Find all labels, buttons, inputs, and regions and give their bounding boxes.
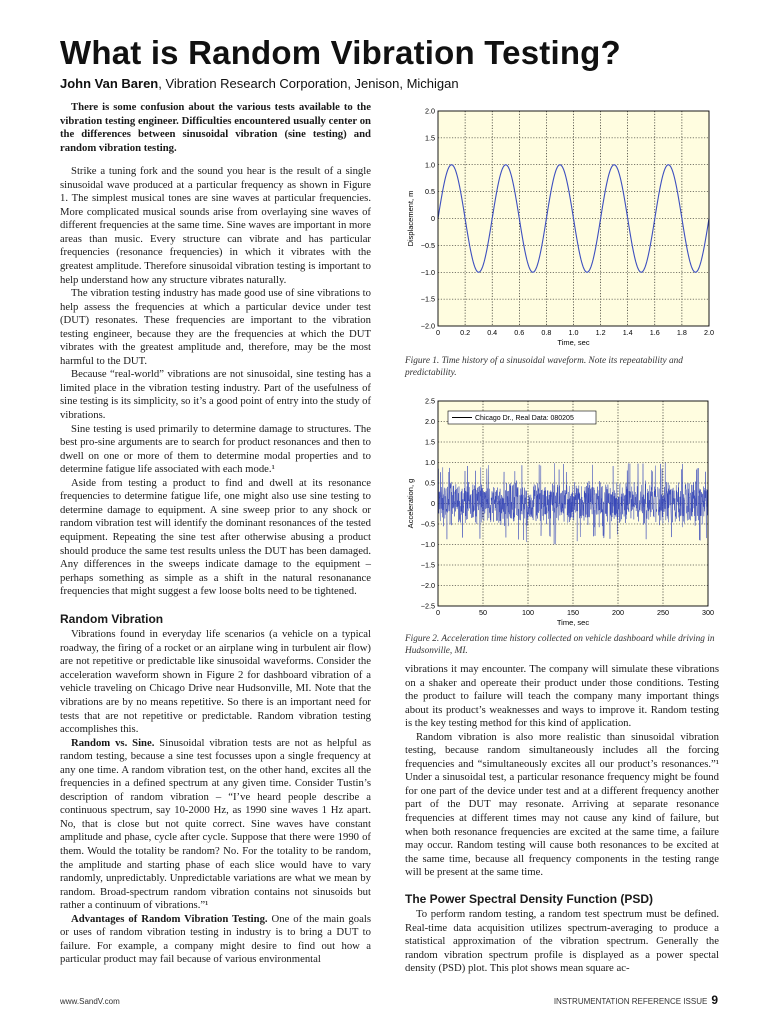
figure-2-random-chart <box>405 389 720 629</box>
paragraph: Because “real-world” vibrations are not sinusoidal, sine testing has a limited place in the vibration testing industry. Part of the usefulness of sine testing is its simplicity, so it’s a good point of entry into the study of vibrations. <box>60 368 372 422</box>
run-in-heading: Random vs. Sine. <box>71 736 155 749</box>
fig1-x-tick-label: 1.0 <box>568 328 579 337</box>
paragraph: Strike a tuning fork and the sound you hear is the result of a single sinusoidal wave produced at a particular frequency as shown in Figure 1. The simplest musical tones are sine waves at particular frequencies. More complicated musical sounds arise from overlaying sine waves of different frequencies at the same time. Sine waves are important in more areas than music. Every structure can vibrate and has particular frequencies (resonance frequencies) in which it vibrates with the greatest amplitude. Therefore sinusoidal vibration testing is important to help understand how any structure vibrates naturally. <box>60 165 371 286</box>
fig1-x-axis-label: Time, sec <box>557 338 590 347</box>
section-heading-random-vibration: Random Vibration <box>60 611 164 626</box>
fig1-y-tick-label: 0 <box>431 214 435 223</box>
paragraph: Sine testing is used primarily to determine damage to structures. The best pro-sine arguments are to search for product resonances and then to dwell on one or more of them to determine modal properties and to determine fatigue life associated with each mode.¹ <box>60 422 371 476</box>
footer-issue <box>554 993 718 1007</box>
fig2-x-tick-label: 150 <box>567 608 579 617</box>
author-affiliation: , Vibration Research Corporation, Jenison, Michigan <box>158 76 459 91</box>
paragraph <box>60 737 371 913</box>
paragraph-text: Sinusoidal vibration tests are not as helpful as random testing, because a sine test focusses upon a single frequency at any one time. A random vibration test, on the other hand, excites all the frequencies in a defined spectrum at any given time. Consider Tustin’s description of random vibration – “I’ve heard people describe a continuous spectrum, say 10-2000 Hz, as 1990 sine waves 1 Hz apart. No, that is close but not quite correct. Sine waves have constant amplitude and phase, cycle after cycle. Suppose that there were 1990 of them. Would the totality be random? No. For the totality to be random, the amplitude and starting phase of each slice would have to vary randomly, unpredictably. Unpredictable variations are what we mean by random. Broad-spectrum random vibration contains not sinusoids but rather a continuum of vibrations.”¹ <box>60 736 371 912</box>
left-column <box>60 101 371 967</box>
footer-website: www.SandV.com <box>60 997 120 1006</box>
fig2-y-axis-label: Acceleration, g <box>406 478 415 529</box>
fig2-x-tick-label: 0 <box>436 608 440 617</box>
paragraph: Aside from testing a product to find and dwell at its resonance frequencies to determine fatigue life, one might also use sine testing to determine damage to equipment. A sine sweep prior to any shock or random vibration test will identify the dominant resonances of the tested equipment. Repeating the sine test after otherwise abusing a product should produce the same test results unless the DUT has been damaged. Any differences in the sweeps indicate damage to the equipment – perhaps something as simple as a shift in the natural resonanance frequencies that might suggest a few loose bolts need to be tightened. <box>60 476 371 598</box>
fig1-y-tick-label: 2.0 <box>425 106 435 116</box>
fig2-x-tick-label: 50 <box>479 608 487 617</box>
fig1-x-tick-label: 0.2 <box>460 328 471 337</box>
paragraph <box>60 913 371 967</box>
article-title: What is Random Vibration Testing? <box>60 34 621 71</box>
fig1-x-tick-label: 1.4 <box>622 328 633 337</box>
paragraph: Random vibration is also more realistic than sinusoidal vibration testing, because random simultaneously includes all the forcing frequencies and “simultaneously excites all our product’s resonances.”¹ Under a sinusoidal test, a particular resonance frequency might be found for one part of the device under test and at a different frequency another part of the DUT may resonate. Arriving at separate resonance frequencies at different times may not cause any kind of failure, but when both resonance frequencies are excited at the same time, a failure may occur. Random testing will cause both resonances to be excited at the same time, because all frequency components in the testing range will be present at the same time. <box>405 730 719 879</box>
fig2-y-tick-label: 0.5 <box>425 478 435 488</box>
fig1-y-tick-label: −1.5 <box>420 294 435 304</box>
fig1-y-tick-label: 0.5 <box>425 187 435 197</box>
fig2-y-tick-label: −2.0 <box>420 581 435 590</box>
fig2-y-tick-label: −1.0 <box>420 540 435 549</box>
fig2-x-tick-label: 100 <box>522 608 534 617</box>
author-name: John Van Baren <box>60 76 159 91</box>
byline <box>60 76 459 91</box>
fig2-x-tick-label: 200 <box>612 608 624 617</box>
figure-1-caption: Figure 1. Time history of a sinusoidal waveform. Note its repeatability and predictability. <box>405 356 683 378</box>
fig2-x-tick-label: 300 <box>702 608 714 617</box>
section-heading-psd: The Power Spectral Density Function (PSD) <box>405 891 654 906</box>
fig1-x-tick-label: 0.6 <box>514 328 525 337</box>
fig2-y-tick-label: 2.5 <box>425 396 435 406</box>
fig1-x-tick-label: 0 <box>436 328 440 337</box>
fig1-x-tick-label: 1.6 <box>649 328 660 337</box>
run-in-heading: Advantages of Random Vibration Testing. <box>71 912 268 925</box>
fig1-x-tick-label: 2.0 <box>704 328 714 337</box>
paragraph: Vibrations found in everyday life scenarios (a vehicle on a typical roadway, the firing of a rocket or an airplane wing in turbulent air flow) are not repetitive or predictable like sinusoidal waveforms. Consider the acceleration waveform shown in Figure 2 for dashboard vibration of a vehicle traveling on Chicago Drive near Hudsonville, MI. Note that the vibrations are by no means repetitive. So there is an important need for tests that are not repetitive or predictable. Random vibration testing accomplishes this. <box>60 628 371 736</box>
fig2-y-tick-label: −2.5 <box>420 601 435 611</box>
fig2-y-tick-label: 1.0 <box>425 458 435 467</box>
fig2-x-tick-label: 250 <box>657 608 669 617</box>
fig1-x-tick-label: 0.4 <box>487 328 498 337</box>
figure-1-sine-chart <box>405 101 720 351</box>
fig2-y-tick-label: −0.5 <box>420 519 435 529</box>
fig1-x-tick-label: 0.8 <box>541 328 552 337</box>
fig2-y-tick-label: 1.5 <box>425 437 435 447</box>
footer-issue-label: INSTRUMENTATION REFERENCE ISSUE <box>553 997 708 1006</box>
fig1-y-tick-label: 1.0 <box>425 160 435 170</box>
paragraph: vibrations it may encounter. The company will simulate these vibrations on a shaker and opereate their product under those conditions. Testing the product to failure will teach the company many important things about its product’s weaknesses and ways to improve it. Random testing is the key testing method for this kind of application. <box>405 663 719 730</box>
fig2-y-tick-label: −1.5 <box>420 560 435 570</box>
fig1-y-tick-label: −2.0 <box>420 321 435 331</box>
paragraph-text: One of the main goals or uses of random vibration testing in industry is to bring a DUT to failure. For example, a company might desire to find out how a particular product may fail because of various environmental <box>60 912 371 966</box>
fig1-x-tick-label: 1.8 <box>676 328 687 337</box>
fig2-y-tick-label: 2.0 <box>425 417 435 426</box>
fig1-y-axis-label: Displacement, m <box>406 190 415 247</box>
fig1-y-tick-label: −1.0 <box>420 267 435 277</box>
lead-paragraph: There is some confusion about the various tests available to the vibration testing engineer. Difficulties encountered usually center on the differences between sinusoidal vibration (sine testing) and random vibration testing. <box>60 101 371 154</box>
page-number: 9 <box>711 993 718 1007</box>
paragraph: The vibration testing industry has made good use of sine vibrations to help assess the frequencies at which a particular device under test (DUT) resonates. These frequencies are important to the vibration testing engineer, because they are the frequencies at which the DUT vibrates with the greatest amplitude and, therefore, may be the most harmful to the DUT. <box>60 287 371 367</box>
paragraph: To perform random testing, a random test spectrum must be defined. Real-time data acquisition utilizes spectrum-averaging to produce a statistical approximation of the vibration spectrum. Generally the random vibration spectrum profile is displayed as a power spectal density (PSD) plot. This plot shows mean square ac- <box>405 908 719 975</box>
fig2-x-axis-label: Time, sec <box>556 618 590 627</box>
fig1-y-tick-label: −0.5 <box>420 240 435 250</box>
fig2-y-tick-label: 0 <box>431 499 435 508</box>
fig1-x-tick-label: 1.2 <box>595 328 606 337</box>
figure-2-caption: Figure 2. Acceleration time history collected on vehicle dashboard while driving in Hudsonville, MI. <box>405 634 715 656</box>
right-column <box>405 663 719 976</box>
fig1-y-tick-label: 1.5 <box>425 133 435 143</box>
fig2-legend-label: Chicago Dr., Real Data: 080205 <box>475 415 574 422</box>
